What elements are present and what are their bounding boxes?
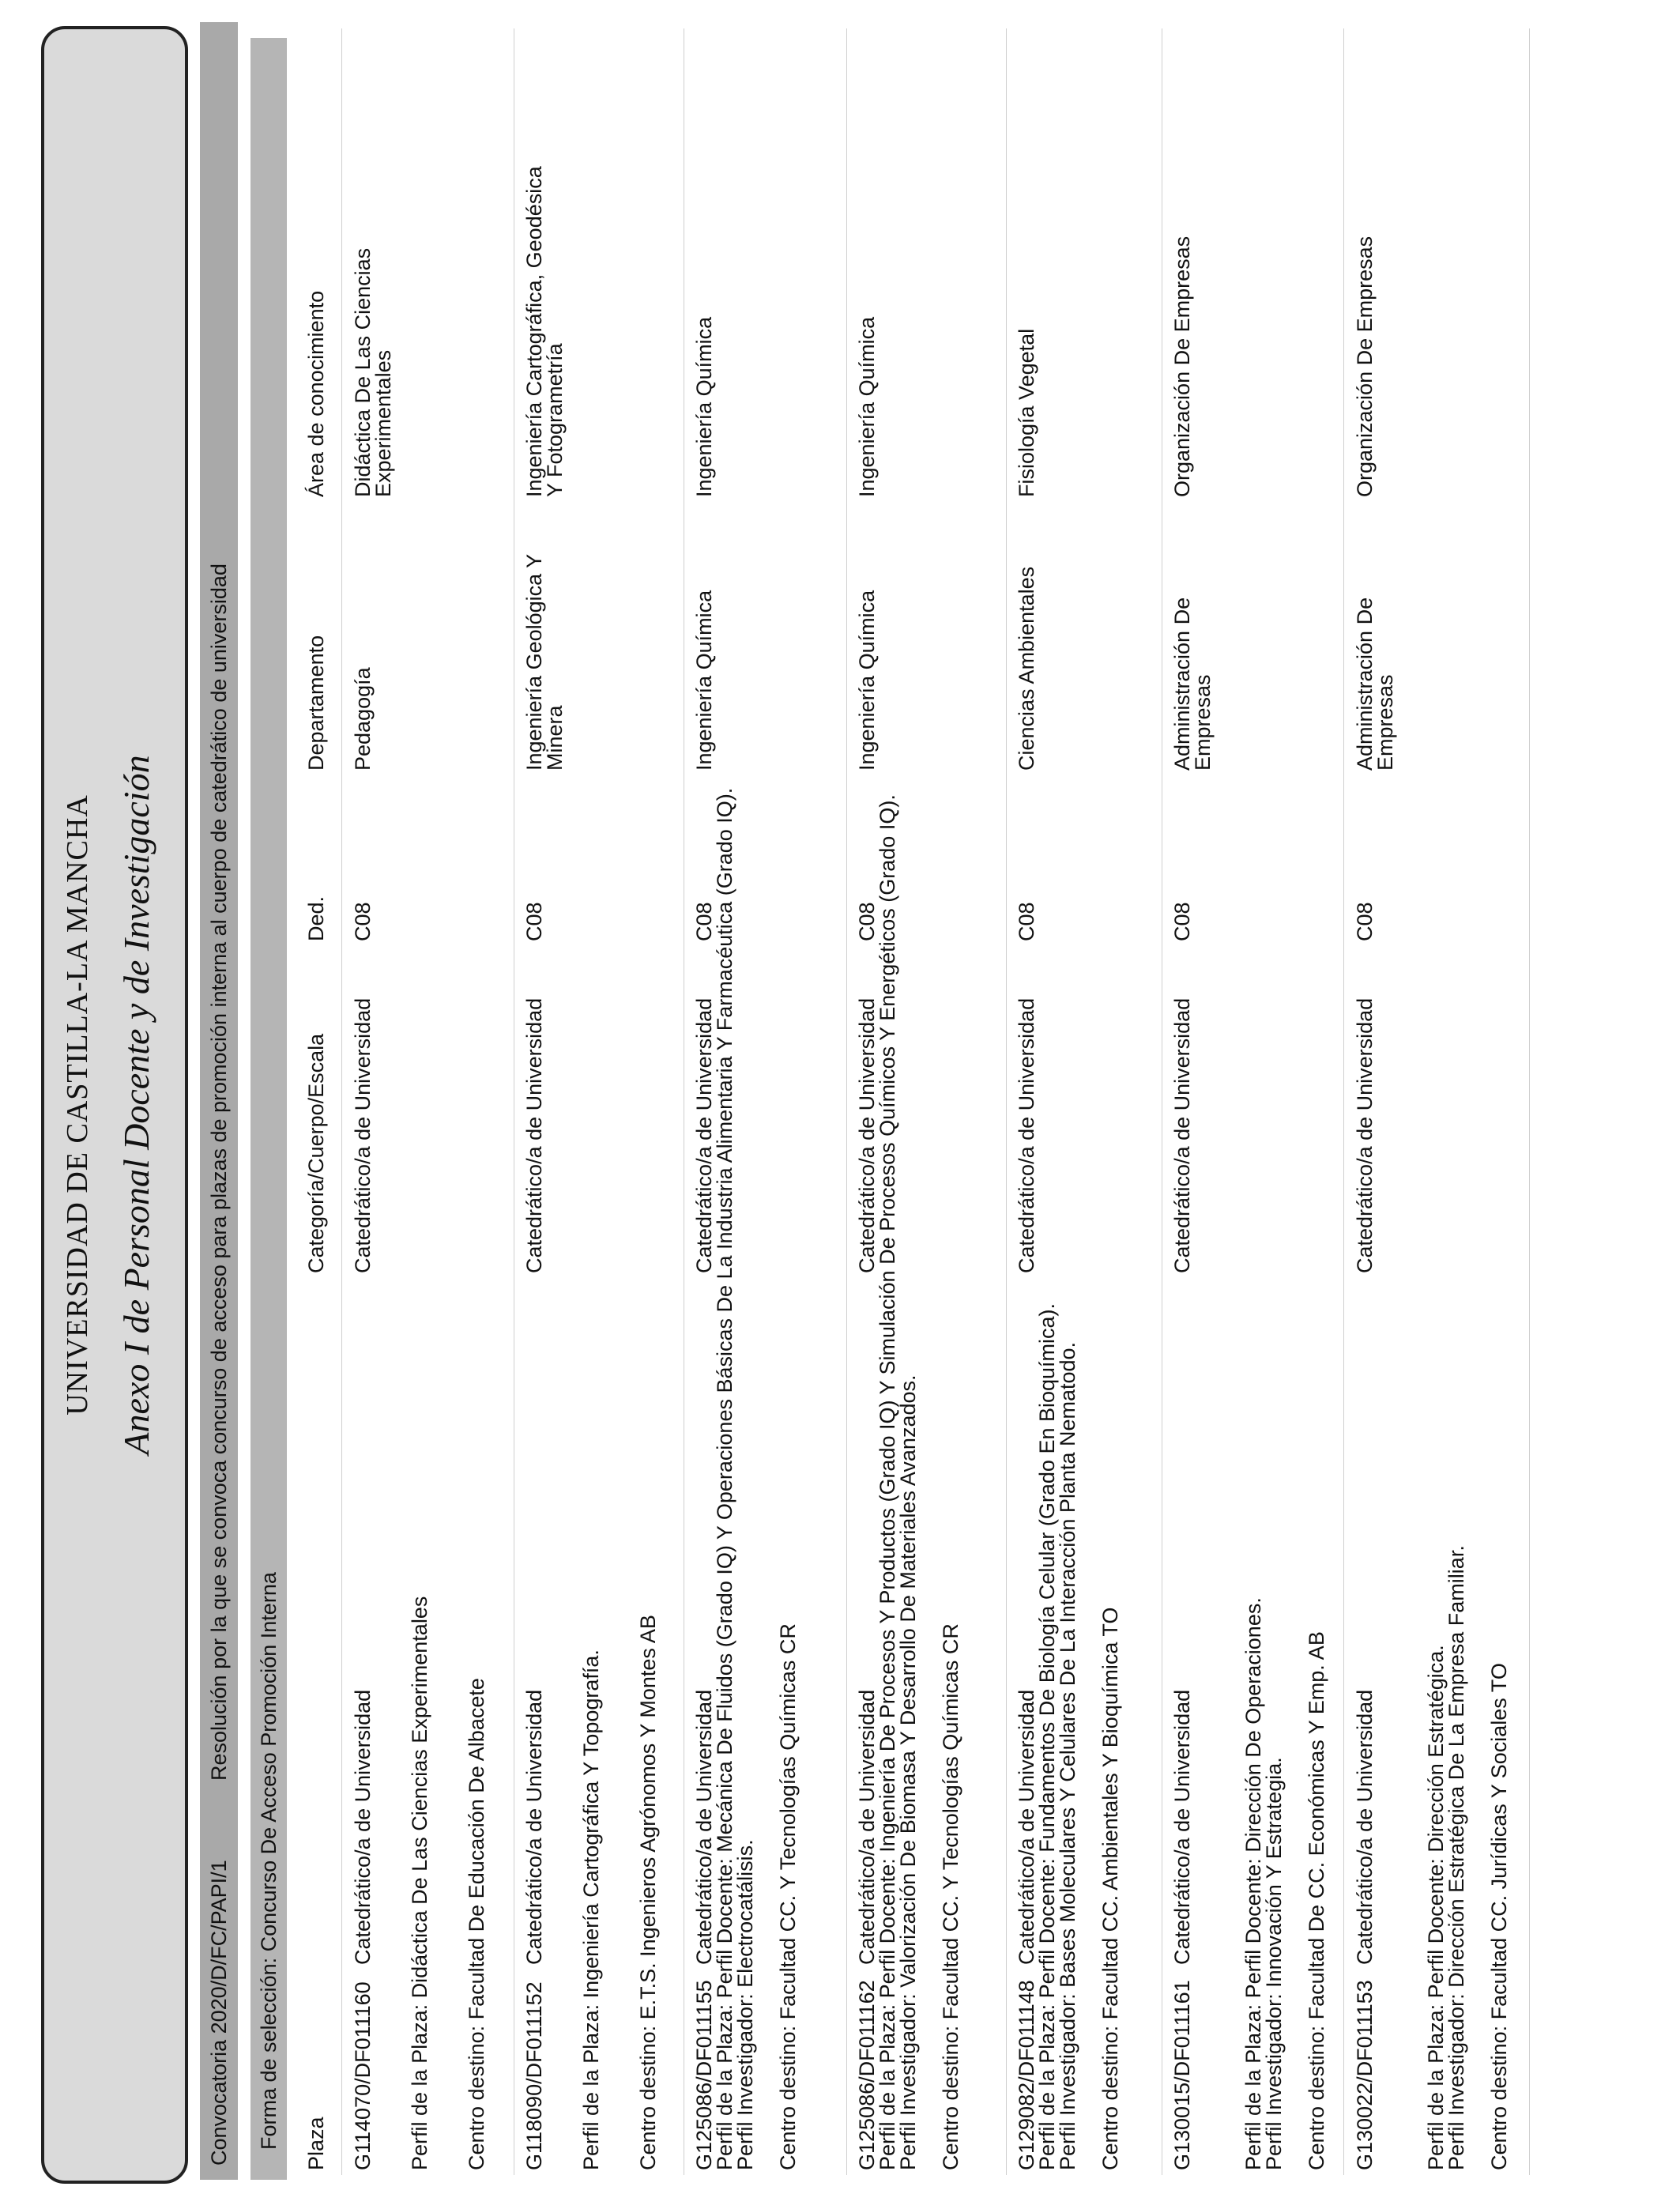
departamento-cell: Minera [543, 705, 567, 771]
perfil-line: Perfil Investigador: Dirección Estratégica De La Empresa Familiar. [1445, 1545, 1468, 2170]
perfil-line: Perfil Investigador: Innovación Y Estrategia. [1262, 1757, 1286, 2170]
selection-bar [250, 38, 287, 2180]
dedication-cell: C08 [522, 902, 546, 941]
perfil-line: Perfil de la Plaza: Perfil Docente: Mecánica De Fluidos (Grado IQ) Y Operaciones Básicas De La Industria Alimentaria Y Farmacéutica (Grado IQ). [713, 787, 736, 2170]
selection-text: Forma de selección: Concurso De Acceso Promoción Interna [257, 1572, 281, 2150]
dedication-cell: C08 [1353, 902, 1377, 941]
area-cell: Organización De Empresas [1170, 236, 1194, 497]
column-header-ded: Ded. [304, 895, 328, 941]
plaza-categoria-inline: Catedrático/a de Universidad [351, 1689, 375, 1965]
centro-destino: Centro destino: Facultad CC. Jurídicas Y Sociales TO [1487, 1663, 1511, 2170]
row-divider [846, 28, 847, 2175]
plaza-code: G125086/DF011162 [855, 1980, 879, 2170]
university-title: UNIVERSIDAD DE CASTILLA-LA MANCHA [61, 794, 94, 1416]
plaza-categoria-inline: Catedrático/a de Universidad [1170, 1689, 1194, 1965]
perfil-line: Perfil de la Plaza: Perfil Docente: Dirección Estratégica. [1424, 1645, 1448, 2170]
resolution-text: Resolución por la que se convoca concurso de acceso para plazas de promoción interna al cuerpo de catedrático de universidad [207, 564, 231, 1781]
plaza-code: G118090/DF011152 [522, 1981, 546, 2170]
perfil-line: Perfil Investigador: Electrocatálisis. [733, 1839, 757, 2170]
convocatoria-bar [200, 22, 238, 2180]
departamento-cell: Administración De [1353, 597, 1377, 771]
column-header-departamento: Departamento [304, 635, 328, 771]
perfil-line: Perfil Investigador: Valorización De Biomasa Y Desarrollo De Materiales Avanzados. [896, 1374, 920, 2170]
centro-destino: Centro destino: E.T.S. Ingenieros Agrónomos Y Montes AB [636, 1615, 660, 2170]
departamento-cell: Ingeniería Química [692, 590, 716, 771]
area-cell: Ingeniería Cartográfica, Geodésica [522, 166, 546, 497]
centro-destino: Centro destino: Facultad De CC. Económicas Y Emp. AB [1305, 1631, 1328, 2170]
area-cell: Fisiología Vegetal [1015, 328, 1038, 497]
area-cell: Y Fotogrametría [543, 343, 567, 497]
area-cell: Experimentales [371, 349, 395, 497]
departamento-cell: Empresas [1373, 674, 1397, 771]
perfil-line: Perfil Investigador: Bases Moleculares Y Celulares De La Interacción Planta Nematodo. [1056, 1341, 1079, 2170]
row-divider [1529, 28, 1530, 2175]
perfil-line: Perfil de la Plaza: Ingeniería Cartográfica Y Topografía. [579, 1649, 603, 2170]
plaza-categoria-inline: Catedrático/a de Universidad [522, 1689, 546, 1965]
perfil-line: Perfil de la Plaza: Didáctica De Las Ciencias Experimentales [408, 1596, 431, 2170]
centro-destino: Centro destino: Facultad De Educación De Albacete [465, 1678, 488, 2170]
column-header-plaza: Plaza [304, 2117, 328, 2170]
convocatoria-code: Convocatoria 2020/D/FC/PAPI/1 [207, 1860, 231, 2166]
row-divider [341, 28, 342, 2175]
dedication-cell: C08 [351, 902, 375, 941]
plaza-code: G125086/DF011155 [692, 1980, 716, 2170]
centro-destino: Centro destino: Facultad CC. Y Tecnologías Químicas CR [776, 1623, 800, 2170]
plaza-code: G130015/DF011161 [1170, 1980, 1194, 2170]
departamento-cell: Ingeniería Química [855, 590, 879, 771]
plaza-categoria-inline: Catedrático/a de Universidad [692, 1689, 716, 1965]
departamento-cell: Empresas [1191, 674, 1215, 771]
dedication-cell: C08 [855, 902, 879, 941]
centro-destino: Centro destino: Facultad CC. Ambientales Y Bioquímica TO [1098, 1607, 1122, 2170]
plaza-categoria-inline: Catedrático/a de Universidad [1353, 1689, 1377, 1965]
column-header-area: Área de conocimiento [304, 290, 328, 497]
plaza-code: G129082/DF011148 [1015, 1980, 1038, 2170]
departamento-cell: Ciencias Ambientales [1015, 566, 1038, 771]
perfil-line: Perfil de la Plaza: Perfil Docente: Dirección De Operaciones. [1241, 1597, 1265, 2170]
departamento-cell: Administración De [1170, 597, 1194, 771]
categoria-cell: Catedrático/a de Universidad [351, 997, 375, 1273]
header-box [41, 26, 188, 2184]
categoria-cell: Catedrático/a de Universidad [692, 997, 716, 1273]
plaza-categoria-inline: Catedrático/a de Universidad [855, 1689, 879, 1965]
centro-destino: Centro destino: Facultad CC. Y Tecnologías Químicas CR [939, 1623, 962, 2170]
row-divider [1006, 28, 1007, 2175]
categoria-cell: Catedrático/a de Universidad [1015, 997, 1038, 1273]
perfil-line: Perfil de la Plaza: Perfil Docente: Ingeniería De Procesos Y Productos (Grado IQ) Y Simulación De Procesos Químicos Y Energéticos (Grado IQ). [876, 794, 899, 2170]
area-cell: Didáctica De Las Ciencias [351, 247, 375, 497]
departamento-cell: Pedagogía [351, 667, 375, 771]
annex-title: Anexo I de Personal Docente y de Investigación [116, 755, 156, 1455]
area-cell: Organización De Empresas [1353, 236, 1377, 497]
plaza-code: G130022/DF011153 [1353, 1980, 1377, 2170]
dedication-cell: C08 [1015, 902, 1038, 941]
categoria-cell: Catedrático/a de Universidad [1170, 997, 1194, 1273]
categoria-cell: Catedrático/a de Universidad [855, 997, 879, 1273]
row-divider [1343, 28, 1344, 2175]
area-cell: Ingeniería Química [855, 316, 879, 497]
dedication-cell: C08 [1170, 902, 1194, 941]
plaza-categoria-inline: Catedrático/a de Universidad [1015, 1689, 1038, 1965]
perfil-line: Perfil de la Plaza: Perfil Docente: Fundamentos De Biología Celular (Grado En Bioquímica). [1035, 1302, 1059, 2170]
departamento-cell: Ingeniería Geológica Y [522, 553, 546, 771]
categoria-cell: Catedrático/a de Universidad [522, 997, 546, 1273]
area-cell: Ingeniería Química [692, 316, 716, 497]
plaza-code: G114070/DF011160 [351, 1981, 375, 2170]
categoria-cell: Catedrático/a de Universidad [1353, 997, 1377, 1273]
dedication-cell: C08 [692, 902, 716, 941]
column-header-categoria: Categoría/Cuerpo/Escala [304, 1033, 328, 1273]
